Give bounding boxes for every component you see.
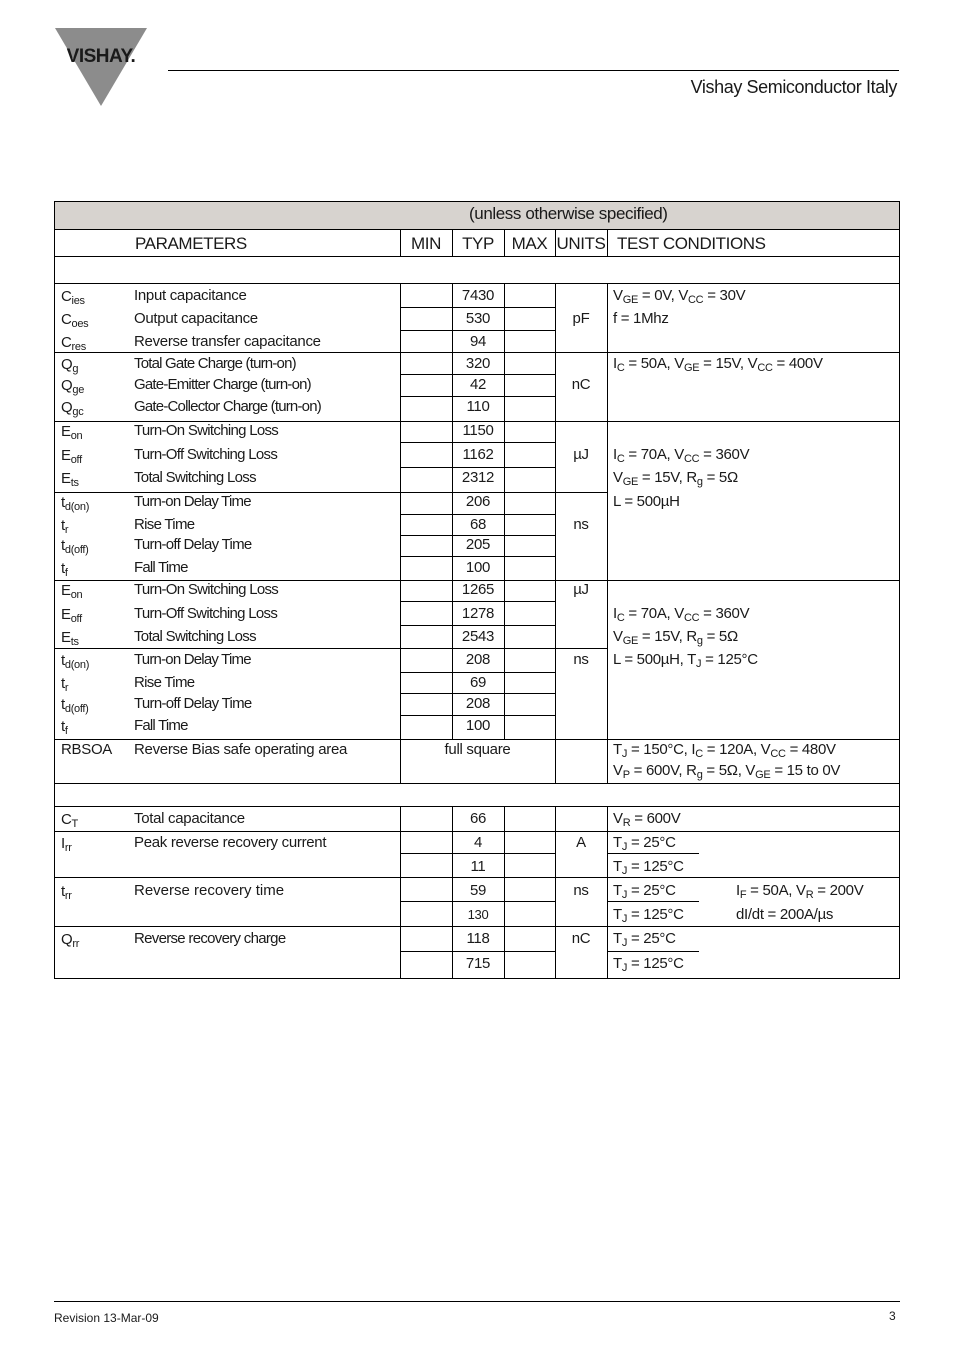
- symbol-irr: $I_{rr}$: [61, 835, 72, 854]
- svg-text:VISHAY.: VISHAY.: [66, 46, 136, 67]
- symbol-qg: $Q_g$: [61, 356, 79, 375]
- symbol-eoff-1: $E_{off}$: [61, 447, 82, 466]
- cond-trr-125c: $T_J = 125^\circ C$: [613, 906, 684, 925]
- col-typ: TYP: [462, 234, 494, 253]
- param-qge: Gate-Emitter Charge (turn-on): [134, 376, 311, 393]
- cond-diode-line2: dI/dt = 200A/µs: [736, 906, 834, 923]
- param-eoff-1: Turn-Off Switching Loss: [134, 446, 278, 463]
- cond-rbsoa-line1: $T_J = 150^\circ C$, $I_C = 120A$, $V_{CC} = 480V$: [613, 741, 836, 760]
- symbol-tdoff-1: $t_{d(off)}$: [61, 537, 89, 556]
- vishay-logo: [53, 28, 149, 108]
- param-trr: Reverse recovery time: [134, 882, 285, 899]
- param-cies: Input capacitance: [134, 287, 247, 304]
- param-tf-2: Fall Time: [134, 717, 188, 734]
- typ-trr-25c: 59: [469, 882, 487, 899]
- cond-irr-125c: $T_J = 125^\circ C$: [613, 858, 684, 877]
- page-number: 3: [889, 1309, 896, 1323]
- unit-a: A: [576, 834, 586, 851]
- symbol-ets-1: $E_{ts}$: [61, 470, 79, 489]
- typ-eoff-1: 1162: [462, 446, 494, 463]
- param-coes: Output capacitance: [134, 310, 258, 327]
- cond-switching-1-line3: L = 500µH: [613, 493, 680, 510]
- unit-nc: nC: [571, 376, 591, 393]
- unit-uj-2: µJ: [573, 581, 589, 598]
- typ-tr-1: 68: [469, 516, 487, 533]
- typ-cies: 7430: [461, 287, 495, 304]
- param-qgc: Gate-Collector Charge (turn-on): [134, 398, 321, 415]
- cond-rbsoa-line2: $V_P = 600V$, $R_g = 5\Omega$, $V_{GE} = 15$ to 0V: [613, 762, 841, 781]
- symbol-tf-2: $t_f$: [61, 718, 68, 737]
- symbol-tr-2: $t_r$: [61, 675, 69, 694]
- typ-qrr-125c: 715: [465, 955, 491, 972]
- param-eon-2: Turn-On Switching Loss: [134, 581, 279, 598]
- param-cres: Reverse transfer capacitance: [134, 333, 321, 350]
- header-rule: [168, 70, 899, 71]
- symbol-ets-2: $E_{ts}$: [61, 629, 79, 648]
- param-eoff-2: Turn-Off Switching Loss: [134, 605, 278, 622]
- cond-trr-25c: $T_J = 25^\circ C$: [613, 882, 676, 901]
- typ-ct: 66: [469, 810, 487, 827]
- typ-tf-1: 100: [465, 559, 491, 576]
- typ-tr-2: 69: [469, 674, 487, 691]
- typ-eoff-2: 1278: [461, 605, 495, 622]
- revision-label: Revision 13-Mar-09: [54, 1311, 159, 1325]
- cond-switching-2-line2: $V_{GE} = 15V$, $R_g = 5\Omega$: [613, 628, 738, 647]
- symbol-eoff-2: $E_{off}$: [61, 606, 82, 625]
- param-tdoff-2: Turn-off Delay Time: [134, 695, 252, 712]
- symbol-tr-1: $t_r$: [61, 517, 69, 536]
- col-min: MIN: [411, 234, 441, 253]
- cond-gate-charge: $I_C = 50A$, $V_{GE} = 15V$, $V_{CC} = 400V$: [613, 355, 823, 374]
- unit-uj-1: µJ: [573, 446, 589, 463]
- param-tdon-1: Turn-on Delay Time: [134, 493, 251, 510]
- typ-ets-2: 2543: [461, 628, 495, 645]
- symbol-qge: $Q_{ge}$: [61, 377, 85, 396]
- param-tr-2: Rise Time: [134, 674, 195, 691]
- param-eon-1: Turn-On Switching Loss: [134, 422, 279, 439]
- symbol-tf-1: $t_f$: [61, 560, 68, 579]
- typ-tdon-1: 206: [465, 493, 491, 510]
- cond-capacitance-2: f = 1Mhz: [613, 310, 669, 327]
- typ-tdoff-2: 208: [465, 695, 491, 712]
- cond-irr-25c: $T_J = 25^\circ C$: [613, 834, 676, 853]
- typ-qrr-25c: 118: [466, 930, 490, 947]
- typ-qgc: 110: [466, 398, 490, 415]
- symbol-tdoff-2: $t_{d(off)}$: [61, 696, 89, 715]
- symbol-cies: $C_{ies}$: [61, 288, 85, 307]
- symbol-ct: $C_T$: [61, 811, 78, 830]
- typ-tdoff-1: 205: [465, 536, 491, 553]
- typ-tdon-2: 208: [465, 651, 491, 668]
- cond-switching-1-line2: $V_{GE} = 15V$, $R_g = 5\Omega$: [613, 469, 738, 488]
- unit-ns-3: ns: [573, 882, 589, 899]
- cond-qrr-125c: $T_J = 125^\circ C$: [613, 955, 684, 974]
- typ-trr-125c: 130: [467, 907, 489, 922]
- unit-nc-2: nC: [571, 930, 591, 947]
- symbol-eon-1: $E_{on}$: [61, 423, 83, 442]
- table-subtitle: (unless otherwise specified): [469, 204, 668, 223]
- typ-irr-125c: 11: [470, 858, 486, 875]
- typ-qge: 42: [469, 376, 487, 393]
- footer-rule: [54, 1301, 900, 1302]
- value-rbsoa: full square: [444, 741, 511, 758]
- param-ets-2: Total Switching Loss: [134, 628, 256, 645]
- symbol-cres: $C_{res}$: [61, 334, 86, 353]
- col-test-conditions: TEST CONDITIONS: [617, 234, 766, 253]
- typ-eon-1: 1150: [462, 422, 494, 439]
- symbol-tdon-1: $t_{d(on)}$: [61, 494, 90, 513]
- cond-qrr-25c: $T_J = 25^\circ C$: [613, 930, 676, 949]
- unit-ns-1: ns: [573, 516, 589, 533]
- cond-switching-2-line3: L = 500µH, $T_J = 125^\circ C$: [613, 651, 758, 670]
- col-max: MAX: [511, 234, 548, 253]
- typ-tf-2: 100: [465, 717, 491, 734]
- param-irr: Peak reverse recovery current: [134, 834, 327, 851]
- typ-qg: 320: [465, 355, 491, 372]
- symbol-qrr: $Q_{rr}$: [61, 931, 80, 950]
- param-tr-1: Rise Time: [134, 516, 195, 533]
- typ-ets-1: 2312: [461, 469, 495, 486]
- symbol-trr: $t_{rr}$: [61, 883, 72, 902]
- unit-ns-2: ns: [573, 651, 589, 668]
- typ-coes: 530: [465, 310, 491, 327]
- company-name: Vishay Semiconductor Italy: [690, 77, 897, 97]
- param-rbsoa: Reverse Bias safe operating area: [134, 741, 348, 758]
- param-qrr: Reverse recovery charge: [134, 930, 286, 947]
- unit-pf: pF: [572, 310, 590, 327]
- param-tf-1: Fall Time: [134, 559, 188, 576]
- typ-eon-2: 1265: [461, 581, 495, 598]
- cond-ct: $V_R = 600V$: [613, 810, 681, 829]
- param-tdoff-1: Turn-off Delay Time: [134, 536, 252, 553]
- symbol-eon-2: $E_{on}$: [61, 582, 83, 601]
- col-units: UNITS: [556, 234, 606, 253]
- param-qg: Total Gate Charge (turn-on): [134, 355, 296, 372]
- cond-diode-line1: $I_F = 50A$, $V_R = 200V$: [736, 882, 864, 901]
- symbol-qgc: $Q_{gc}$: [61, 399, 84, 418]
- param-tdon-2: Turn-on Delay Time: [134, 651, 251, 668]
- param-ets-1: Total Switching Loss: [134, 469, 256, 486]
- cond-switching-1-line1: $I_C = 70A$, $V_{CC} = 360V$: [613, 446, 750, 465]
- symbol-coes: $C_{oes}$: [61, 311, 89, 330]
- typ-irr-25c: 4: [473, 834, 483, 851]
- typ-cres: 94: [469, 333, 487, 350]
- symbol-tdon-2: $t_{d(on)}$: [61, 652, 90, 671]
- symbol-rbsoa: RBSOA: [61, 741, 113, 758]
- col-parameters: PARAMETERS: [135, 234, 247, 253]
- param-ct: Total capacitance: [134, 810, 245, 827]
- cond-capacitance-1: $V_{GE} = 0V$, $V_{CC} = 30V$: [613, 287, 746, 306]
- cond-switching-2-line1: $I_C = 70A$, $V_{CC} = 360V$: [613, 605, 750, 624]
